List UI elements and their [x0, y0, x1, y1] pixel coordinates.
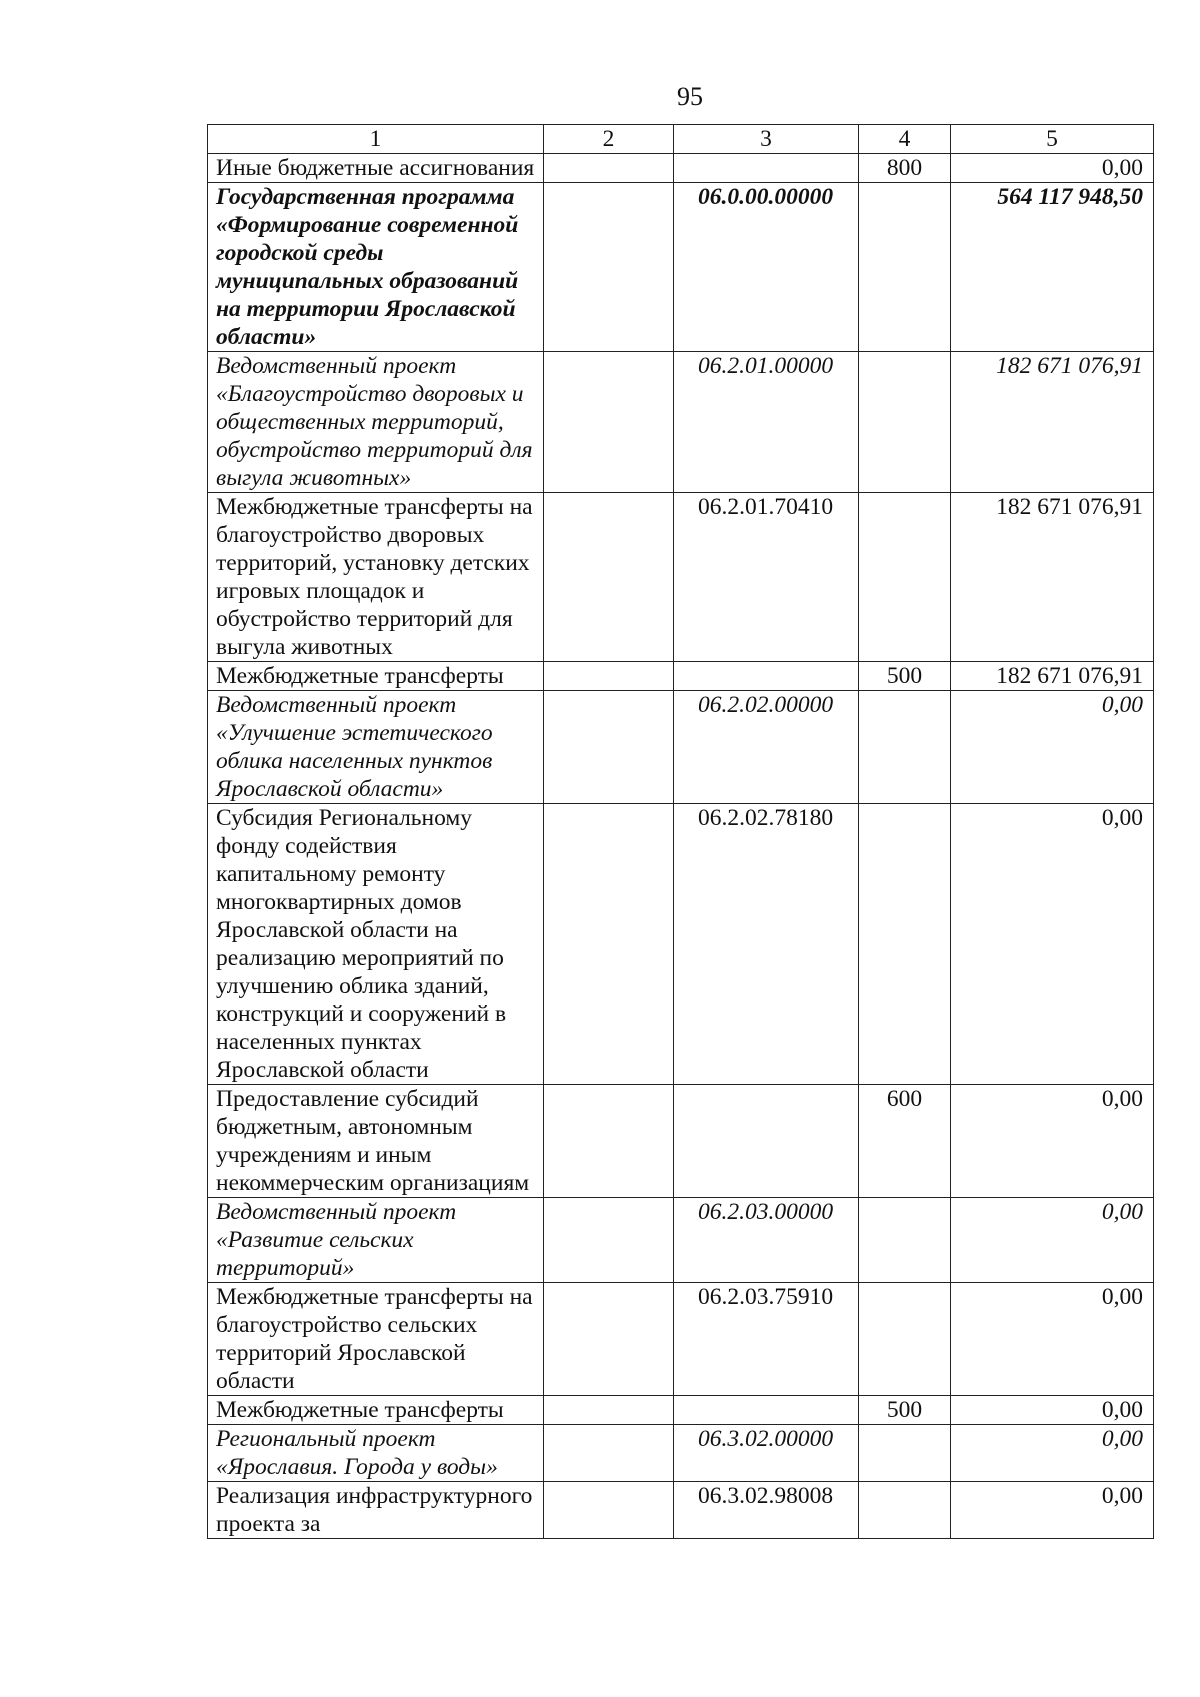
row-type-cell	[859, 1198, 951, 1283]
row-code-cell	[674, 662, 859, 691]
row-type-cell	[859, 183, 951, 352]
table-row	[208, 493, 1154, 662]
row-code-cell: 06.3.02.98008	[674, 1482, 859, 1539]
column-header: 5	[951, 125, 1154, 154]
row-code-cell: 06.2.03.75910	[674, 1283, 859, 1396]
table-body	[208, 154, 1154, 1539]
table-row	[208, 1198, 1154, 1283]
row-amount-cell: 0,00	[951, 1085, 1154, 1198]
row-code-cell: 06.0.00.00000	[674, 183, 859, 352]
row-type-cell	[859, 804, 951, 1085]
row-col2-cell	[544, 1425, 674, 1482]
header-row	[208, 125, 1154, 154]
row-amount-cell: 0,00	[951, 1482, 1154, 1539]
row-name-cell: Ведомственный проект «Улучшение эстетического облика населенных пунктов Ярославской области»	[208, 691, 544, 804]
row-col2-cell	[544, 1198, 674, 1283]
row-type-cell	[859, 493, 951, 662]
row-name-cell: Региональный проект «Ярославия. Города у воды»	[208, 1425, 544, 1482]
row-amount-cell: 0,00	[951, 1283, 1154, 1396]
row-name-cell: Государственная программа «Формирование современной городской среды муниципальных образований на территории Ярославской области»	[208, 183, 544, 352]
budget-table	[207, 124, 1154, 1539]
row-col2-cell	[544, 493, 674, 662]
column-header: 3	[674, 125, 859, 154]
table-row	[208, 1085, 1154, 1198]
table-row	[208, 691, 1154, 804]
row-type-cell: 500	[859, 662, 951, 691]
row-col2-cell	[544, 691, 674, 804]
row-col2-cell	[544, 183, 674, 352]
row-type-cell	[859, 1482, 951, 1539]
row-col2-cell	[544, 352, 674, 493]
row-col2-cell	[544, 804, 674, 1085]
row-code-cell	[674, 1085, 859, 1198]
row-amount-cell: 0,00	[951, 804, 1154, 1085]
row-amount-cell: 564 117 948,50	[951, 183, 1154, 352]
row-type-cell	[859, 352, 951, 493]
table-row	[208, 662, 1154, 691]
row-code-cell	[674, 154, 859, 183]
row-type-cell	[859, 691, 951, 804]
row-type-cell: 600	[859, 1085, 951, 1198]
table-row	[208, 1396, 1154, 1425]
row-code-cell: 06.2.02.00000	[674, 691, 859, 804]
table-row	[208, 1425, 1154, 1482]
row-name-cell: Межбюджетные трансферты	[208, 1396, 544, 1425]
row-col2-cell	[544, 154, 674, 183]
row-amount-cell: 182 671 076,91	[951, 493, 1154, 662]
row-col2-cell	[544, 1085, 674, 1198]
column-header: 2	[544, 125, 674, 154]
table-row	[208, 1482, 1154, 1539]
table-row	[208, 183, 1154, 352]
table-row	[208, 352, 1154, 493]
page-number: 95	[677, 82, 703, 111]
row-code-cell: 06.2.01.70410	[674, 493, 859, 662]
row-name-cell: Ведомственный проект «Благоустройство дворовых и общественных территорий, обустройство территорий для выгула животных»	[208, 352, 544, 493]
row-name-cell: Иные бюджетные ассигнования	[208, 154, 544, 183]
row-name-cell: Межбюджетные трансферты на благоустройство сельских территорий Ярославской области	[208, 1283, 544, 1396]
row-code-cell	[674, 1396, 859, 1425]
row-name-cell: Реализация инфраструктурного проекта за	[208, 1482, 544, 1539]
row-amount-cell: 0,00	[951, 691, 1154, 804]
row-code-cell: 06.2.01.00000	[674, 352, 859, 493]
row-amount-cell: 0,00	[951, 1425, 1154, 1482]
table-row	[208, 154, 1154, 183]
row-col2-cell	[544, 662, 674, 691]
column-header: 4	[859, 125, 951, 154]
row-amount-cell: 0,00	[951, 1396, 1154, 1425]
row-name-cell: Субсидия Региональному фонду содействия капитальному ремонту многоквартирных домов Ярославской области на реализацию мероприятий по улучшению облика зданий, конструкций и сооружений в населенных пунктах Ярославской области	[208, 804, 544, 1085]
row-type-cell	[859, 1425, 951, 1482]
row-code-cell: 06.2.02.78180	[674, 804, 859, 1085]
row-amount-cell: 182 671 076,91	[951, 662, 1154, 691]
row-col2-cell	[544, 1396, 674, 1425]
row-code-cell: 06.2.03.00000	[674, 1198, 859, 1283]
row-amount-cell: 182 671 076,91	[951, 352, 1154, 493]
column-header: 1	[208, 125, 544, 154]
row-name-cell: Предоставление субсидий бюджетным, автономным учреждениям и иным некоммерческим организациям	[208, 1085, 544, 1198]
table-row	[208, 804, 1154, 1085]
row-name-cell: Ведомственный проект «Развитие сельских территорий»	[208, 1198, 544, 1283]
row-type-cell: 800	[859, 154, 951, 183]
row-type-cell	[859, 1283, 951, 1396]
row-name-cell: Межбюджетные трансферты на благоустройство дворовых территорий, установку детских игровых площадок и обустройство территорий для выгула животных	[208, 493, 544, 662]
row-code-cell: 06.3.02.00000	[674, 1425, 859, 1482]
row-type-cell: 500	[859, 1396, 951, 1425]
row-col2-cell	[544, 1283, 674, 1396]
row-amount-cell: 0,00	[951, 154, 1154, 183]
row-col2-cell	[544, 1482, 674, 1539]
row-name-cell: Межбюджетные трансферты	[208, 662, 544, 691]
row-amount-cell: 0,00	[951, 1198, 1154, 1283]
table-row	[208, 1283, 1154, 1396]
